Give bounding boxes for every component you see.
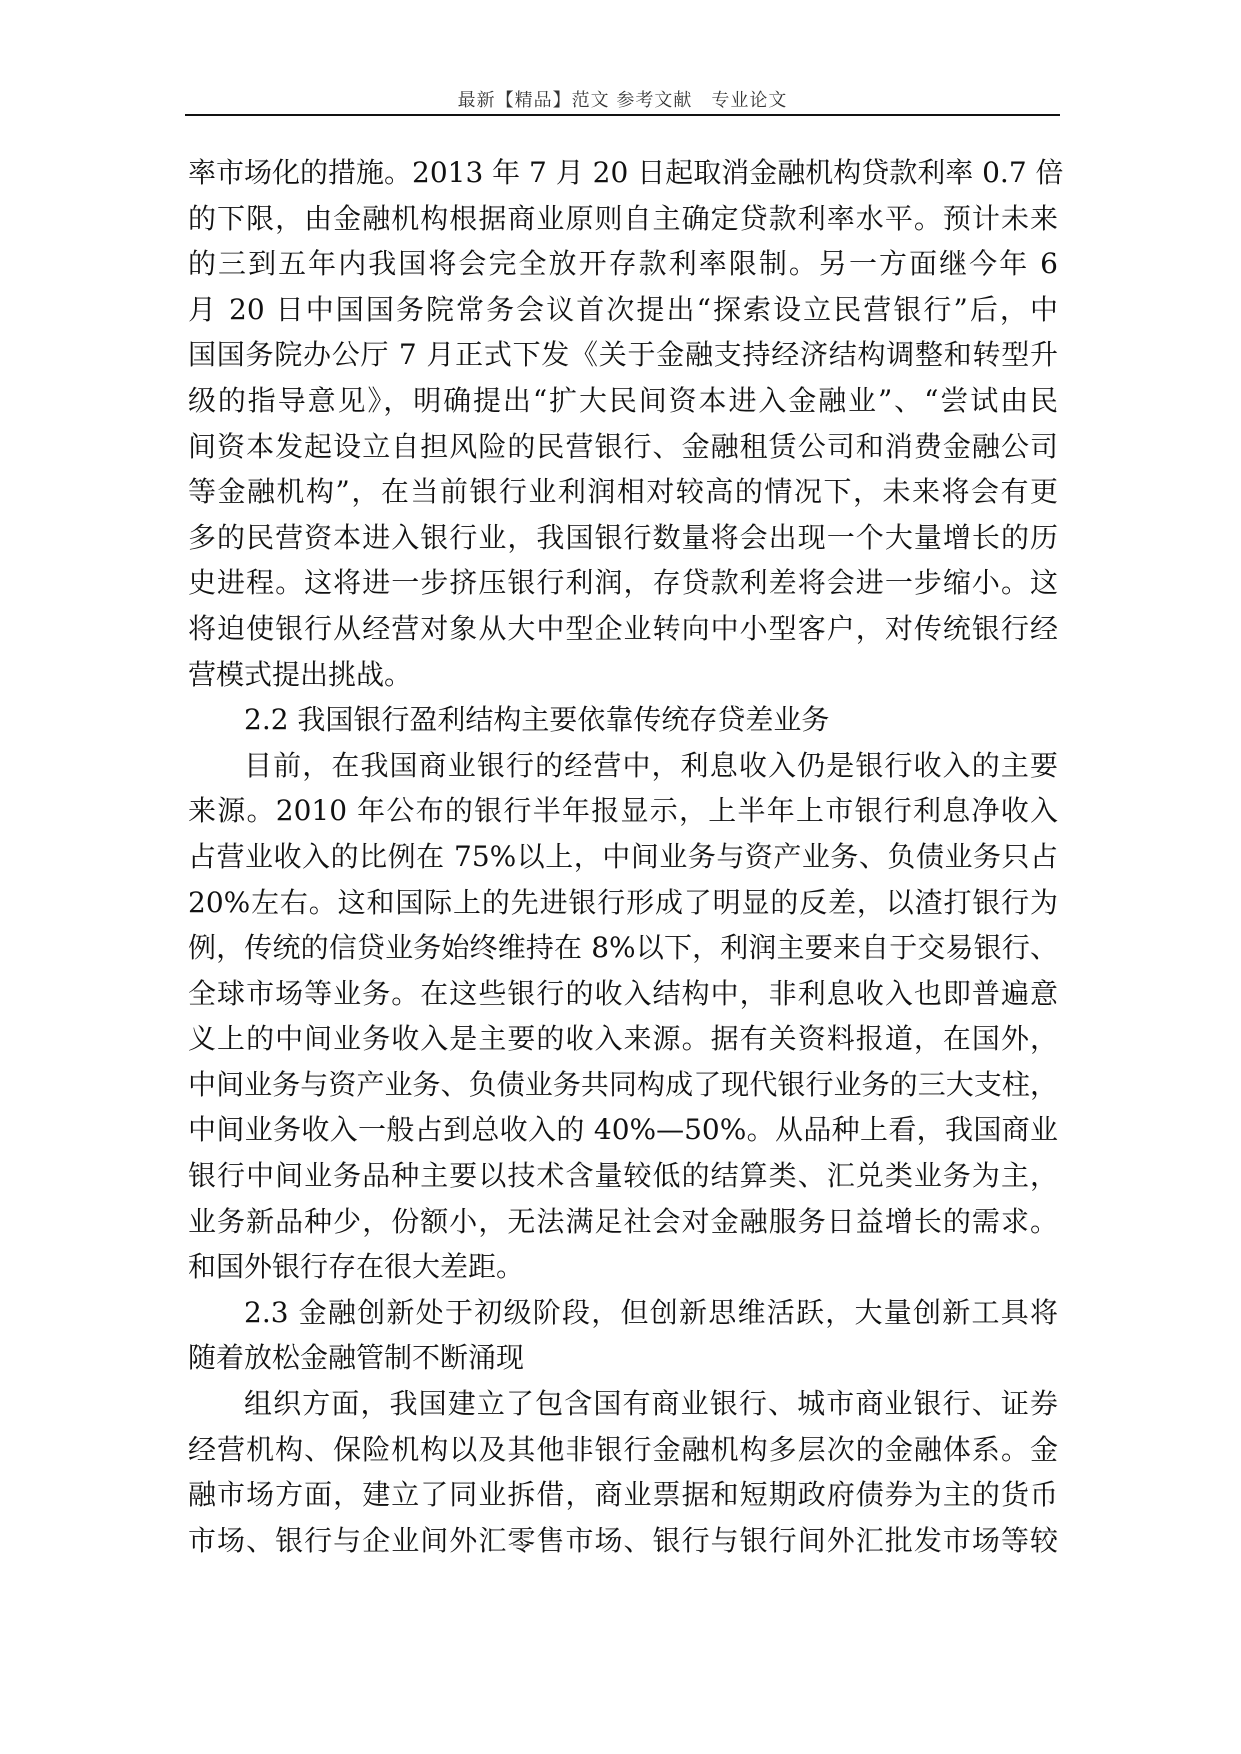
page-header: 最新【精品】范文 参考文献 专业论文 <box>457 90 788 111</box>
text-line: 业务新品种少，份额小，无法满足社会对金融服务日益增长的需求。 <box>188 1204 1058 1238</box>
text-line: 2.3 金融创新处于初级阶段，但创新思维活跃，大量创新工具将 <box>244 1295 1058 1329</box>
text-line: 目前，在我国商业银行的经营中，利息收入仍是银行收入的主要 <box>244 748 1058 782</box>
text-line: 国国务院办公厅 7 月正式下发《关于金融支持经济结构调整和转型升 <box>188 338 1058 372</box>
text-line: 占营业收入的比例在 75%以上，中间业务与资产业务、负债业务只占 <box>188 839 1058 873</box>
text-line: 间资本发起设立自担风险的民营银行、金融租赁公司和消费金融公司 <box>188 429 1058 463</box>
text-line: 级的指导意见》，明确提出“扩大民间资本进入金融业”、“尝试由民 <box>188 383 1058 417</box>
text-line: 等金融机构”，在当前银行业利润相对较高的情况下，未来将会有更 <box>188 475 1058 509</box>
text-line: 率市场化的措施。2013 年 7 月 20 日起取消金融机构贷款利率 0.7 倍 <box>188 156 1064 189</box>
text-line: 随着放松金融管制不断涌现 <box>188 1341 525 1375</box>
text-line: 义上的中间业务收入是主要的收入来源。据有关资料报道，在国外， <box>188 1022 1058 1056</box>
text-line: 中间业务收入一般占到总收入的 40%—50%。从品种上看，我国商业 <box>188 1113 1058 1147</box>
text-line: 史进程。这将进一步挤压银行利润，存贷款利差将会进一步缩小。这 <box>188 566 1058 600</box>
text-line: 将迫使银行从经营对象从大中型企业转向中小型客户，对传统银行经 <box>188 611 1058 645</box>
text-line: 月 20 日中国国务院常务会议首次提出“探索设立民营银行”后，中 <box>188 292 1058 326</box>
text-line: 和国外银行存在很大差距。 <box>188 1250 525 1284</box>
text-line: 经营机构、保险机构以及其他非银行金融机构多层次的金融体系。金 <box>188 1432 1058 1466</box>
text-line: 融市场方面，建立了同业拆借，商业票据和短期政府债券为主的货币 <box>188 1478 1058 1512</box>
text-line: 的下限，由金融机构根据商业原则自主确定贷款利率水平。预计未来 <box>188 201 1058 235</box>
text-line: 2.2 我国银行盈利结构主要依靠传统存贷差业务 <box>244 703 830 737</box>
header-divider <box>185 114 1060 116</box>
text-line: 银行中间业务品种主要以技术含量较低的结算类、汇兑类业务为主， <box>188 1159 1058 1193</box>
body-text <box>188 150 1064 1563</box>
text-line: 来源。2010 年公布的银行半年报显示，上半年上市银行利息净收入 <box>188 794 1058 828</box>
text-line: 例，传统的信贷业务始终维持在 8%以下，利润主要来自于交易银行、 <box>188 931 1058 965</box>
text-line: 的三到五年内我国将会完全放开存款利率限制。另一方面继今年 6 <box>188 247 1058 281</box>
text-line: 营模式提出挑战。 <box>188 657 413 691</box>
text-line: 市场、银行与企业间外汇零售市场、银行与银行间外汇批发市场等较 <box>188 1523 1058 1557</box>
text-line: 多的民营资本进入银行业，我国银行数量将会出现一个大量增长的历 <box>188 520 1058 554</box>
text-line: 全球市场等业务。在这些银行的收入结构中，非利息收入也即普遍意 <box>188 976 1058 1010</box>
text-line: 20%左右。这和国际上的先进银行形成了明显的反差，以渣打银行为 <box>188 885 1058 919</box>
text-line: 中间业务与资产业务、负债业务共同构成了现代银行业务的三大支柱， <box>188 1067 1058 1101</box>
text-line: 组织方面，我国建立了包含国有商业银行、城市商业银行、证券 <box>244 1387 1058 1421</box>
